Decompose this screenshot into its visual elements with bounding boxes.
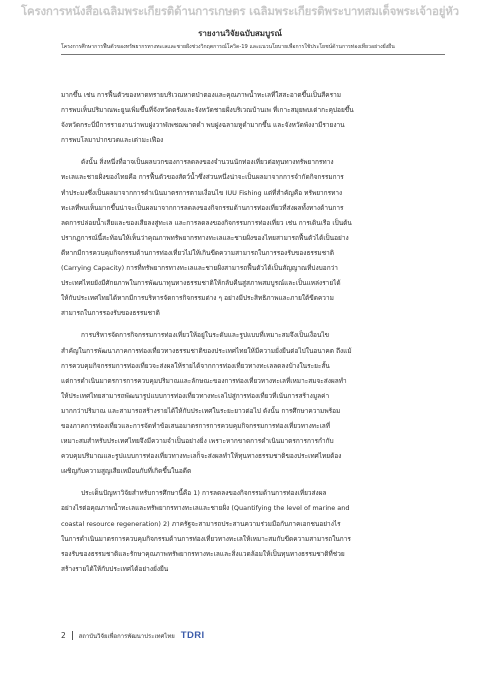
text-line: ควบคุมปริมาณและรูปแบบการท่องเที่ยวทางทะเลก็จะส่งผลทำให้ทุนทางธรรมชาติของประเทศไทยต้อง <box>61 452 342 461</box>
text-line: มากขึ้น เช่น การฟื้นตัวของหาดทรายบริเวณหาดป่าตองและคุณภาพน้ำทะเลที่ใสสะอาดขึ้นเป็นสีคราม <box>61 91 342 99</box>
page-footer <box>61 630 205 641</box>
text-line: รองรับของธรรมชาติและรักษาคุณภาพทรัพยากรทางทะเลและสิ่งแวดล้อมให้เป็นทุนทางธรรมชาติที่ช่วย <box>61 549 345 558</box>
text-line: ในการดำเนินมาตรการควบคุมกิจกรรมด้านการท่องเที่ยวทางทะเลให้เหมาะสมกับขีดความสามารถในการ <box>61 534 351 543</box>
text-line: สำคัญในการพัฒนาภาคการท่องเที่ยวทางธรรมชาติของประเทศไทยให้มีความยั่งยืนต่อไปในอนาคต ถึงแม้ <box>61 346 352 355</box>
paragraph-gap <box>61 479 444 486</box>
text-line: (Carrying Capacity) การที่ทรัพยากรทางทะเลและชายฝั่งสามารถฟื้นตัวได้เป็นสัญญาณที่บ่งบอกว่า <box>61 264 338 273</box>
page-number: 2 <box>61 631 66 640</box>
header-divider <box>61 54 445 55</box>
text-line: ลดการปล่อยน้ำเสียและของเสียลงสู่ทะเล และการลดลงของกิจกรรมการท่องเที่ยว เช่น การเดินเรือ เป็นต้น <box>61 218 352 227</box>
paragraph-gap <box>61 321 444 328</box>
text-line: coastal resource regeneration) 2) ภาครัฐจะสามารถประสานความร่วมมือกับภาคเอกชนอย่างไร <box>61 519 341 528</box>
text-line: การพบเห็นปริมาณพะยูนเพิ่มขึ้นที่จังหวัดตรังและจังหวัดชายฝั่งบริเวณบ้านเพ ที่เกาะสมุยพบเต่ากะคุบ่อยขึ้น <box>61 106 354 115</box>
text-line: ให้กับประเทศไทยได้หากมีการบริหารจัดการกิจกรรมต่าง ๆ อย่างมีประสิทธิภาพและภายใต้ขีดความ <box>61 294 334 303</box>
text-line: ประเด็นปัญหาวิจัยสำหรับการศึกษานี้คือ 1) การลดลงของกิจกรรมด้านการท่องเที่ยวส่งผล <box>81 489 327 498</box>
paragraph-gap <box>61 148 444 155</box>
text-line: ทะเลและชายฝั่งของไทยคือ การฟื้นตัวของสัตว์น้ำซึ่งส่วนหนึ่งน่าจะเป็นผลมาจากการจำกัดกิจกรรมการ <box>61 173 344 182</box>
text-line: ทะเลที่พบเห็นมากขึ้นน่าจะเป็นผลมาจากการลดลงของกิจกรรมด้านการท่องเที่ยวที่ส่งผลทั้งทางด้านการ <box>61 203 344 212</box>
tdri-logo: TDRI <box>180 630 205 641</box>
text-line: การพบโลมาปากขวดและเต่ามะเฟือง <box>61 136 164 145</box>
paragraph <box>61 155 444 321</box>
text-line: การบริหารจัดการกิจกรรมการท่องเที่ยวให้อยู่ในระดับและรูปแบบที่เหมาะสมจึงเป็นเงื่อนไข <box>81 331 330 340</box>
text-line: อย่างไรต่อคุณภาพน้ำทะเลและทรัพยากรทางทะเลและชายฝั่ง (Quantifying the level of marine and <box>61 504 350 513</box>
text-line: ประเทศไทยยังมีศักยภาพในการพัฒนาทุนทางธรรมชาติให้กลับคืนสู่สภาพสมบูรณ์และเป็นแหล่งรายได้ <box>61 279 341 288</box>
paragraph <box>61 88 444 148</box>
text-line: ของภาคการท่องเที่ยวและการจัดทำข้อเสนอมาตรการการควบคุมกิจกรรมการท่องเที่ยวทางทะเลที่ <box>61 421 331 430</box>
paragraph <box>61 486 444 577</box>
text-line: ให้ประเทศไทยสามารถพัฒนารูปแบบการท่องเที่ยวทางทะเลไปสู่การท่องเที่ยวที่เน้นการสร้างมูลค่า <box>61 391 330 400</box>
header-banner: โครงการหนังสือเฉลิมพระเกียรติด้านการเกษตร เฉลิมพระเกียรติพระบาทสมเด็จพระเจ้าอยู่หัว <box>21 4 459 18</box>
text-line: มากกว่าปริมาณ และสามารถสร้างรายได้ให้กับประเทศในระยะยาวต่อไป ดังนั้น การศึกษาความพร้อม <box>61 406 341 415</box>
org-name: สถาบันวิจัยเพื่อการพัฒนาประเทศไทย <box>78 632 175 640</box>
report-title: รายงานวิจัยฉบับสมบูรณ์ <box>198 29 282 38</box>
footer-divider <box>72 631 73 640</box>
text-line: เผชิญกับความสูญเสียเหมือนกับที่เกิดขึ้นในอดีต <box>61 467 192 476</box>
text-line: ปรากฏการณ์นี้สะท้อนให้เห็นว่าคุณภาพทรัพยากรทางทะเลและชายฝั่งของไทยสามารถฟื้นตัวได้เป็นอย่าง <box>61 233 349 242</box>
text-line: ทำประมงซึ่งเป็นผลมาจากการดำเนินมาตรการตามเงื่อนไข IUU Fishing แต่ที่สำคัญคือ ทรัพยากรทาง <box>61 188 343 197</box>
text-line: ดังนั้น สิ่งหนึ่งที่อาจเป็นผลบวกของการลดลงของจำนวนนักท่องเที่ยวต่อทุนทางทรัพยากรทาง <box>81 158 334 167</box>
body-text <box>61 88 444 577</box>
text-line: การควบคุมกิจกรรมการท่องเที่ยวจะส่งผลให้รายได้จากการท่องเที่ยวทางทะเลลดลงบ้างในระยะสั้น <box>61 361 330 370</box>
text-line: แต่การดำเนินมาตรการการควบคุมปริมาณและลักษณะของการท่องเที่ยวทางทะเลที่เหมาะสมจะส่งผลทำ <box>61 376 347 385</box>
text-line: เหมาะสมสำหรับประเทศไทยจึงมีความจำเป็นอย่างยิ่ง เพราะหากขาดการดำเนินมาตรการการกำกับ <box>61 437 334 446</box>
report-subtitle: โครงการศึกษาการฟื้นตัวของทรัพยากรทางทะเลและชายฝั่งช่วงวิกฤตการณ์โควิด-19 และแนวนโยบายเพื่อการใช้ประโยชน์ด้านการท่องเที่ยวอย่างยั่งยืน <box>61 44 395 50</box>
text-line: สร้างรายได้ให้กับประเทศได้อย่างยั่งยืน <box>61 564 169 573</box>
text-line: จังหวัดกระบี่มีการรายงานว่าพบฝูงวาฬเพชฌฆาตดำ พบฝูงฉลามหูดำมากขึ้น และจังหวัดพังงามีรายงาน <box>61 121 345 130</box>
paragraph <box>61 328 444 479</box>
text-line: สามารถในการรองรับของธรรมชาติ <box>61 309 160 318</box>
text-line: ดีหากมีการควบคุมกิจกรรมด้านการท่องเที่ยวไม่ให้เกินขีดความสามารถในการรองรับของธรรมชาติ <box>61 248 334 257</box>
